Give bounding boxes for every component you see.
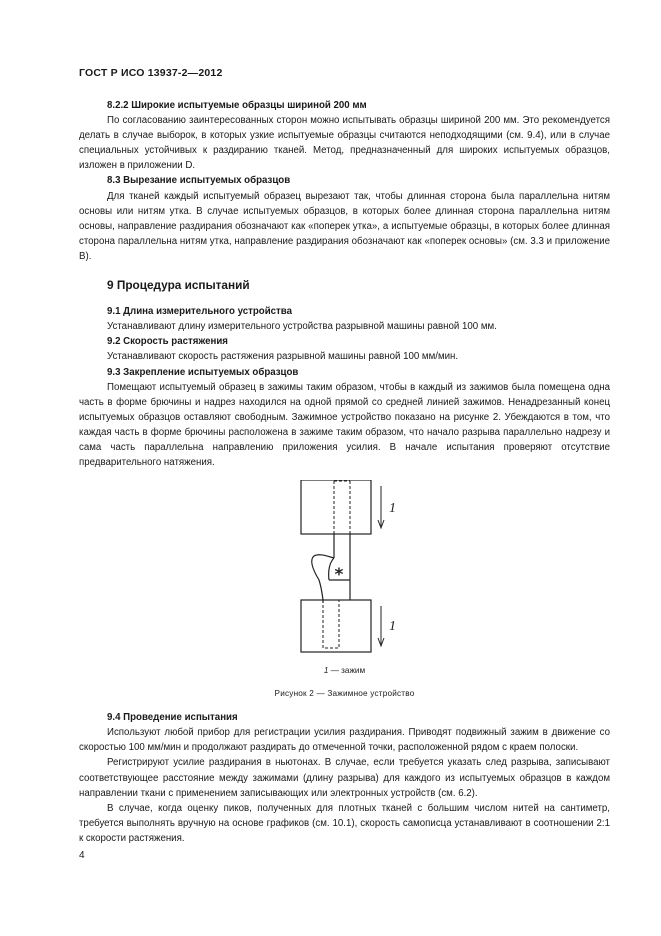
tear-point-icon: * [334, 565, 344, 586]
document-body [79, 98, 610, 846]
paragraph-9-4-2: Регистрируют усилие раздирания в ньютонах. В случае, если требуется указать след разрыва, записывают соответствующее расстояние между зажимами (длину разрыва) для каждого из испытуемых образцов в каждом направлении ткани с применением записывающих или электронных устройств (см. 6.2). [79, 757, 610, 799]
subsection-title-9-1: 9.1 Длина измерительного устройства [107, 306, 292, 318]
paragraph-8-3: Для тканей каждый испытуемый образец вырезают так, чтобы длинная сторона была параллельна нитям основы или нитям утка. В случае испытуемых образцов, в которых более длинная сторона параллельна нитям основы, направление раздирания обозначают как «поперек утка», а испытуемые образцы, в которых более длинная сторона параллельна нитям утка, направление раздирания обозначают как «поперек основы» (см. 3.3 и приложение В). [79, 190, 610, 262]
subsection-title-8-2-2: 8.2.2 Широкие испытуемые образцы шириной 200 мм [107, 100, 367, 111]
legend-text: — зажим [330, 666, 366, 676]
paragraph-9-2: Устанавливают скорость растяжения разрывной машины равной 100 мм/мин. [107, 351, 459, 363]
document-header: ГОСТ Р ИСО 13937-2—2012 [79, 67, 223, 79]
upper-clamp [301, 480, 371, 534]
figure-2 [79, 480, 610, 710]
paragraph-8-2-2: По согласованию заинтересованных сторон можно испытывать образцы шириной 200 мм. Это рекомендуется делать в случае выборок, в которых узкие испытуемые образцы считаются неподходящими (см. 9.4), или в случае специальных устойчивых к раздиранию тканей. Метод, предназначенный для широких испытуемых образцов, изложен в приложении D. [79, 115, 610, 172]
paragraph-9-4-1: Используют любой прибор для регистрации усилия раздирания. Приводят подвижный зажим в движение со скоростью 100 мм/мин и продолжают раздирать до отмеченной точки, расположенной рядом с краем полоски. [79, 727, 610, 754]
figure-label-upper: 1 [389, 501, 396, 517]
paragraph-9-3: Помещают испытуемый образец в зажимы таким образом, чтобы в каждый из зажимов была помещена одна часть в форме брючины и надрез находился на одной прямой со средней линией зажимов. Ненадрезанный конец испытуемых образцов оставляют свободным. Зажимное устройство показано на рисунке 2. Убеждаются в том, что каждая часть в форме брючины расположена в зажиме таким образом, что начало разрыва параллельно надрезу и сама часть параллельна направлению приложения усилия. В начале испытания проверяют отсутствие предварительного натяжения. [79, 381, 610, 469]
section-title-9: 9 Процедура испытаний [107, 278, 250, 293]
lower-clamp [301, 600, 371, 652]
paragraph-9-1: Устанавливают длину измерительного устройства разрывной машины равной 100 мм. [107, 321, 497, 333]
legend-number: 1 [323, 666, 329, 676]
paragraph-9-4-3: В случае, когда оценку пиков, полученных для плотных тканей с большим числом нитей на сантиметр, требуется выполнять вручную на основе графиков (см. 10.1), скорость самописца устанавливают в соотношении 2:1 к скорости растяжения. [79, 802, 610, 844]
subsection-title-8-3: 8.3 Вырезание испытуемых образцов [107, 175, 291, 187]
figure-caption: Рисунок 2 — Зажимное устройство [274, 689, 415, 699]
figure-legend [79, 663, 610, 678]
clamp-device-diagram [79, 480, 610, 660]
subsection-title-9-2: 9.2 Скорость растяжения [107, 336, 228, 348]
subsection-title-9-4: 9.4 Проведение испытания [107, 712, 238, 724]
page-number: 4 [79, 850, 85, 861]
figure-label-lower: 1 [389, 619, 396, 635]
subsection-title-9-3: 9.3 Закрепление испытуемых образцов [107, 366, 299, 378]
